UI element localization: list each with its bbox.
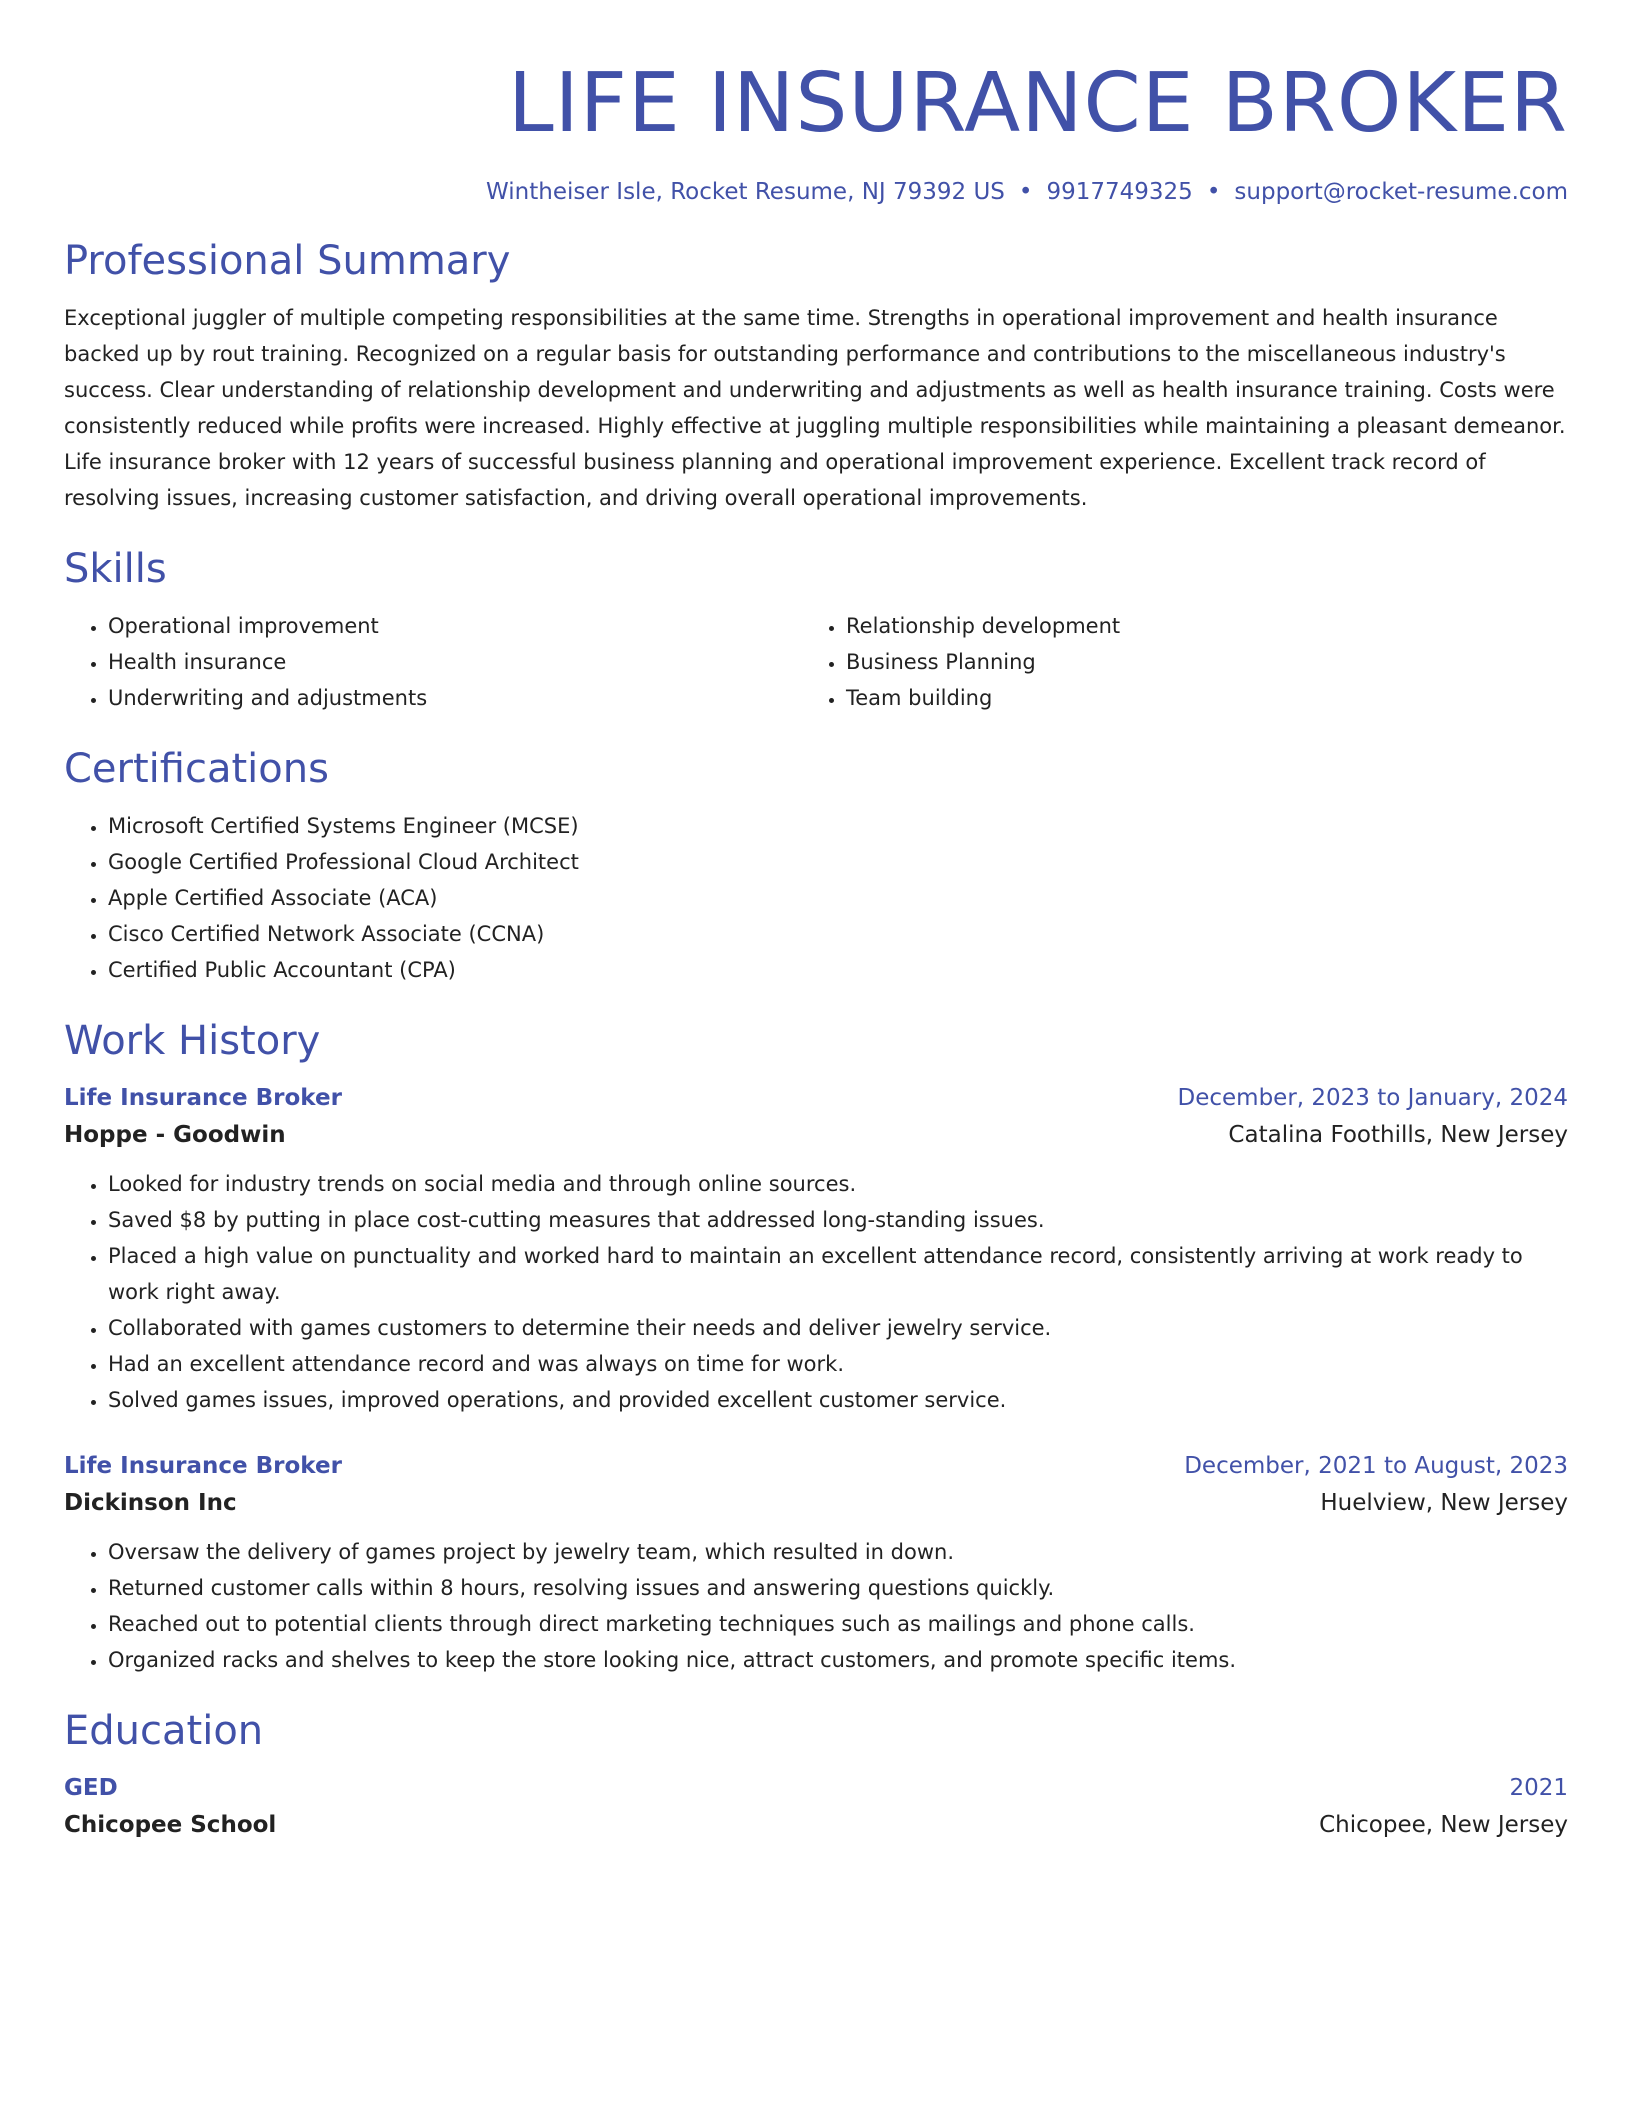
skill-item: • Business Planning xyxy=(846,644,1402,680)
certification-item: • Microsoft Certified Systems Engineer (MCSE) xyxy=(108,808,1568,844)
job-title: Life Insurance Broker xyxy=(64,1453,342,1479)
job-dates: December, 2021 to August, 2023 xyxy=(1184,1453,1568,1479)
certification-item: • Apple Certified Associate (ACA) xyxy=(108,880,1568,916)
job-company-row xyxy=(64,1484,1568,1522)
job-title: Life Insurance Broker xyxy=(64,1085,342,1111)
certification-item: • Google Certified Professional Cloud Architect xyxy=(108,844,1568,880)
skills-list-left xyxy=(64,608,802,716)
email-address: support@rocket-resume.com xyxy=(1234,179,1568,205)
job-bullet: • Placed a high value on punctuality and worked hard to maintain an excellent attendance record, consistently arriving at work ready to work right away. xyxy=(108,1238,1568,1310)
address: Wintheiser Isle, Rocket Resume, NJ 79392 US xyxy=(486,179,1005,205)
contact-line xyxy=(64,176,1568,208)
job-bullet: • Oversaw the delivery of games project by jewelry team, which resulted in down. xyxy=(108,1534,1568,1570)
separator-dot: • xyxy=(1018,179,1033,205)
section-title-skills: Skills xyxy=(64,546,167,592)
job-bullet: • Organized racks and shelves to keep the store looking nice, attract customers, and promote specific items. xyxy=(108,1642,1568,1678)
skill-item: • Health insurance xyxy=(108,644,802,680)
degree: GED xyxy=(64,1775,118,1801)
skill-item: • Operational improvement xyxy=(108,608,802,644)
skills-grid xyxy=(64,608,1568,716)
job-entry xyxy=(64,1448,1568,1678)
education-header-row xyxy=(64,1770,1568,1806)
job-bullets xyxy=(64,1166,1568,1418)
job-dates: December, 2023 to January, 2024 xyxy=(1177,1085,1568,1111)
job-bullet: • Saved $8 by putting in place cost-cutting measures that addressed long-standing issues. xyxy=(108,1202,1568,1238)
school-location: Chicopee, New Jersey xyxy=(1319,1812,1568,1838)
skills-list-right xyxy=(802,608,1402,716)
section-title-education: Education xyxy=(64,1708,264,1754)
separator-dot: • xyxy=(1206,179,1221,205)
job-bullet: • Reached out to potential clients through direct marketing techniques such as mailings and phone calls. xyxy=(108,1606,1568,1642)
job-bullets xyxy=(64,1534,1568,1678)
skills-section xyxy=(64,544,1568,716)
section-title-certifications: Certifications xyxy=(64,746,329,792)
job-location: Catalina Foothills, New Jersey xyxy=(1228,1122,1568,1148)
job-bullet: • Had an excellent attendance record and was always on time for work. xyxy=(108,1346,1568,1382)
job-bullet: • Solved games issues, improved operations, and provided excellent customer service. xyxy=(108,1382,1568,1418)
job-company-row xyxy=(64,1116,1568,1154)
graduation-year: 2021 xyxy=(1509,1775,1568,1801)
job-header-row xyxy=(64,1080,1568,1116)
job-location: Huelview, New Jersey xyxy=(1320,1490,1568,1516)
job-bullet: • Looked for industry trends on social media and through online sources. xyxy=(108,1166,1568,1202)
education-section xyxy=(64,1706,1568,1844)
job-bullet: • Collaborated with games customers to determine their needs and deliver jewelry service. xyxy=(108,1310,1568,1346)
certification-item: • Certified Public Accountant (CPA) xyxy=(108,952,1568,988)
section-title-work-history: Work History xyxy=(64,1018,321,1064)
job-header-row xyxy=(64,1448,1568,1484)
skill-item: • Relationship development xyxy=(846,608,1402,644)
job-bullet: • Returned customer calls within 8 hours, resolving issues and answering questions quickly. xyxy=(108,1570,1568,1606)
summary-section xyxy=(64,236,1568,516)
work-history-section xyxy=(64,1016,1568,1678)
summary-text: Exceptional juggler of multiple competing responsibilities at the same time. Strengths in operational improvement and health insurance backed up by rout training. Recognized on a regular basis for outstanding performance and contributions to the miscellaneous industry's success. Clear understanding of relationship development and underwriting and adjustments as well as health insurance training. Costs were consistently reduced while profits were increased. Highly effective at juggling multiple responsibilities while maintaining a pleasant demeanor. Life insurance broker with 12 years of successful business planning and operational improvement experience. Excellent track record of resolving issues, increasing customer satisfaction, and driving overall operational improvements. xyxy=(64,306,1566,510)
certification-item: • Cisco Certified Network Associate (CCNA) xyxy=(108,916,1568,952)
skill-item: • Team building xyxy=(846,680,1402,716)
candidate-name: LIFE INSURANCE BROKER xyxy=(507,56,1568,151)
school-name: Chicopee School xyxy=(64,1812,277,1838)
section-title-summary: Professional Summary xyxy=(64,238,511,284)
resume-header xyxy=(64,54,1568,208)
education-entry xyxy=(64,1770,1568,1844)
certifications-list xyxy=(64,808,1568,988)
company-name: Dickinson Inc xyxy=(64,1490,237,1516)
job-entry xyxy=(64,1080,1568,1418)
phone-number: 9917749325 xyxy=(1046,179,1193,205)
education-school-row xyxy=(64,1806,1568,1844)
skill-item: • Underwriting and adjustments xyxy=(108,680,802,716)
certifications-section xyxy=(64,744,1568,988)
company-name: Hoppe - Goodwin xyxy=(64,1122,286,1148)
